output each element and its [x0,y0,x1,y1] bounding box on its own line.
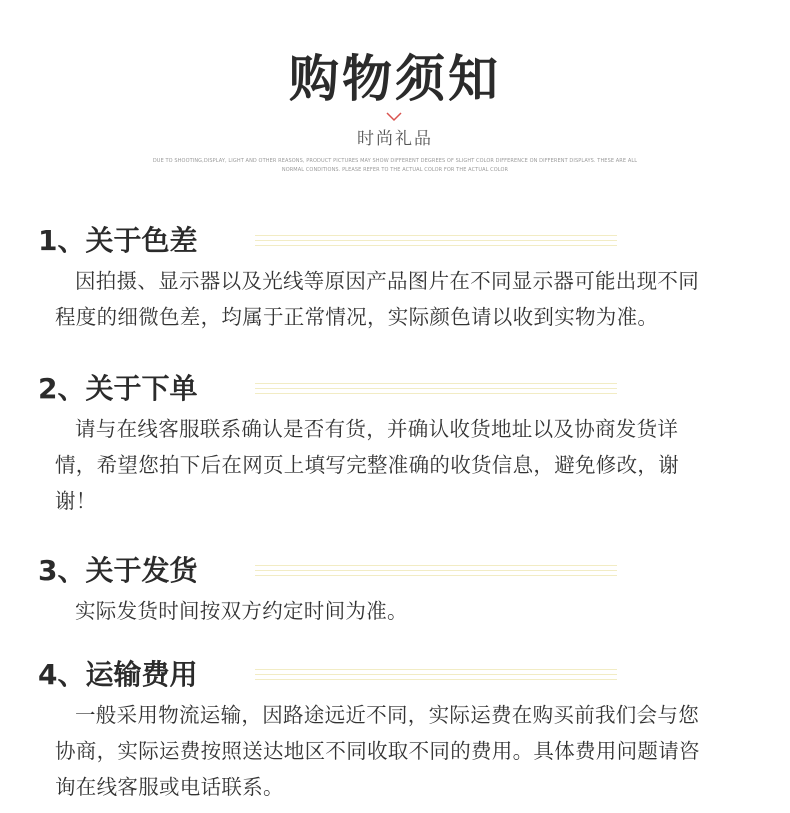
section-text: 一般采用物流运输，因路途远近不同，实际运费在购买前我们会与您协商，实际运费按照送达地区不同收取不同的费用。具体费用问题请咨询在线客服或电话联系。 [55,703,700,799]
chevron-down-icon [386,112,402,122]
section-heading: 1、关于色差 [38,224,198,257]
section-text: 实际发货时间按双方约定时间为准。 [75,599,408,623]
page-subtitle: 时尚礼品 [357,129,433,149]
decor-lines [255,235,617,246]
decor-lines [255,669,617,680]
section-text: 请与在线客服联系确认是否有货，并确认收货地址以及协商发货详情，希望您拍下后在网页上填写完整准确的收货信息，避免修改，谢谢！ [55,417,679,513]
decor-lines [255,383,617,394]
section-heading: 3、关于发货 [38,554,198,587]
disclaimer-text: DUE TO SHOOTING,DISPLAY, LIGHT AND OTHER REASONS, PRODUCT PICTURES MAY SHOW DIFFERENT DEGREES OF SLIGHT COLOR DIFFERENCE ON DIFFERENT DISPLAYS. THESE ARE ALL NORMAL CONDITIONS. PLEASE REFER TO THE ACTUAL COLOR FOR THE ACTUAL COLOR [152,158,638,173]
section-text: 因拍摄、显示器以及光线等原因产品图片在不同显示器可能出现不同程度的细微色差，均属于正常情况，实际颜色请以收到实物为准。 [55,269,699,329]
section-heading: 2、关于下单 [38,372,198,405]
decor-lines [255,565,617,576]
page-title: 购物须知 [289,50,501,108]
section-heading: 4、运输费用 [38,658,198,691]
